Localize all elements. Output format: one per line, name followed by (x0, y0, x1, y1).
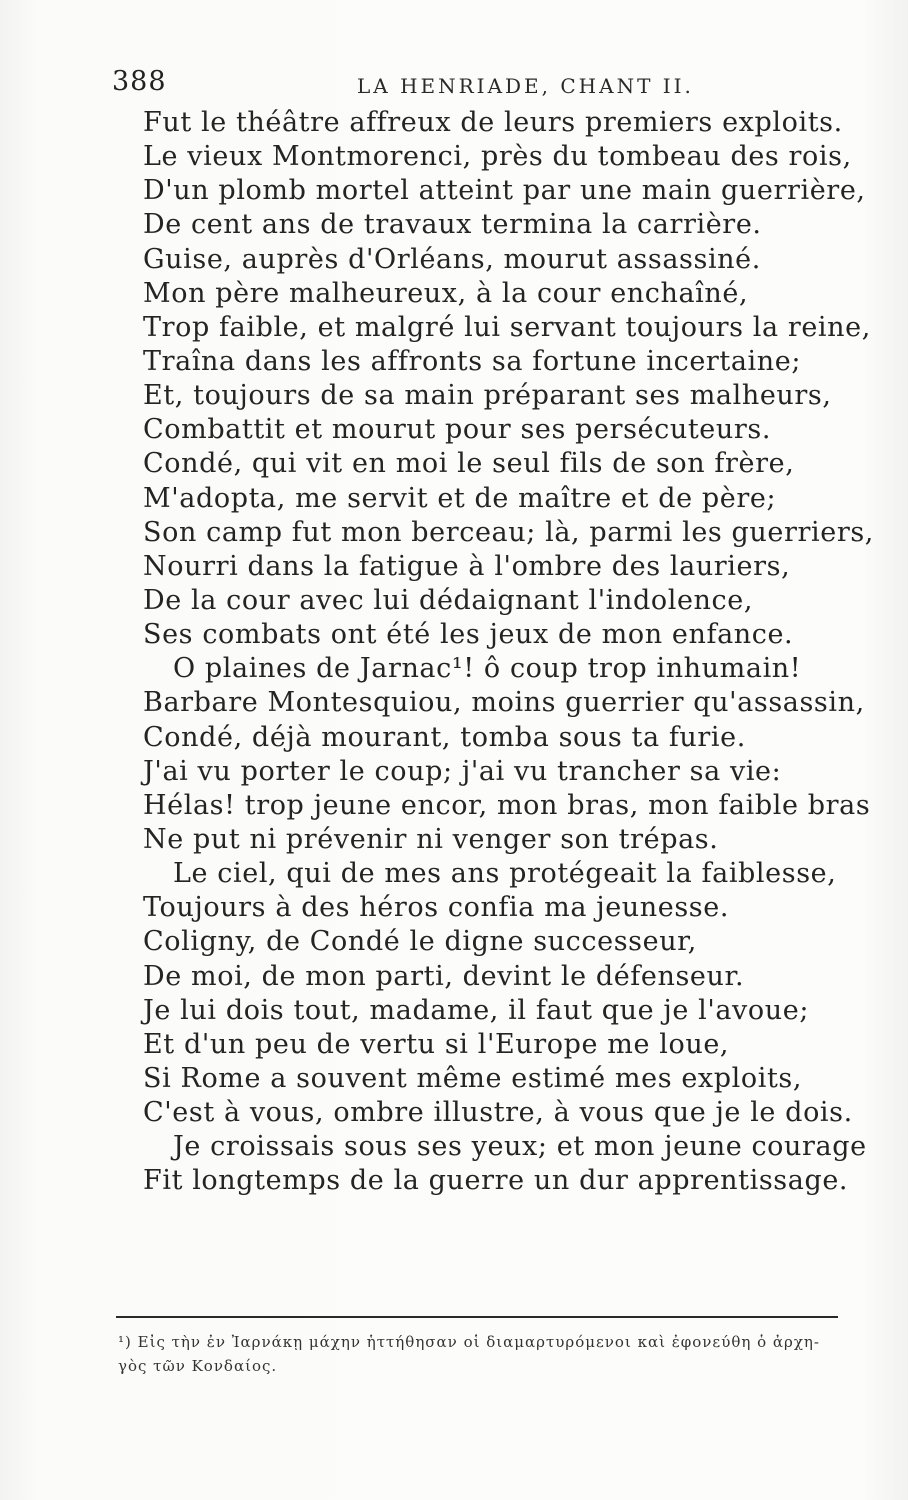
footnote-line: γὸς τῶν Κονδαίος. (118, 1357, 278, 1375)
verse-line: M'adopta, me servit et de maître et de père; (143, 482, 777, 514)
verse-line: Barbare Montesquiou, moins guerrier qu'assassin, (143, 687, 865, 719)
verse-line: Le vieux Montmorenci, près du tombeau des rois, (143, 141, 852, 173)
verse-line: Fit longtemps de la guerre un dur apprentissage. (143, 1165, 849, 1197)
verse-line: De moi, de mon parti, devint le défenseur. (143, 960, 745, 992)
verse-line: Fut le théâtre affreux de leurs premiers exploits. (143, 107, 843, 138)
verse-line: Je lui dois tout, madame, il faut que je l'avoue; (143, 994, 810, 1026)
page-number: 388 (112, 66, 167, 97)
verse-line: Je croissais sous ses yeux; et mon jeune courage (173, 1131, 867, 1163)
verse-line: Mon père malheureux, à la cour enchaîné, (143, 277, 749, 309)
verse-line: Nourri dans la fatigue à l'ombre des lauriers, (143, 550, 791, 582)
verse-line: Combattit et mourut pour ses persécuteurs. (143, 414, 772, 446)
verse-line: De la cour avec lui dédaignant l'indolence, (143, 584, 754, 616)
verse-line: Et d'un peu de vertu si l'Europe me loue, (143, 1028, 730, 1060)
verse-line: Condé, déjà mourant, tomba sous ta furie. (143, 721, 746, 753)
page-header (112, 66, 812, 106)
verse-line: Condé, qui vit en moi le seul fils de son frère, (143, 448, 795, 480)
verse-line: Son camp fut mon berceau; là, parmi les guerriers, (143, 516, 874, 548)
verse-line: Ses combats ont été les jeux de mon enfance. (143, 619, 794, 651)
verse-line: Trop faible, et malgré lui servant toujours la reine, (143, 311, 871, 343)
verse-line: Coligny, de Condé le digne successeur, (143, 926, 697, 958)
verse-line: Et, toujours de sa main préparant ses malheurs, (143, 380, 832, 412)
footnote (118, 1330, 838, 1378)
verse-line: Toujours à des héros confia ma jeunesse. (143, 892, 730, 924)
verse-line: Guise, auprès d'Orléans, mourut assassiné. (143, 243, 761, 275)
verse-line: Hélas! trop jeune encor, mon bras, mon faible bras (143, 789, 871, 821)
verse-line: D'un plomb mortel atteint par une main guerrière, (143, 175, 866, 207)
running-title: LA HENRIADE, CHANT II. (357, 74, 694, 98)
verse-line: Ne put ni prévenir ni venger son trépas. (143, 823, 719, 855)
footnote-divider (116, 1316, 838, 1318)
verse-line: J'ai vu porter le coup; j'ai vu trancher sa vie: (143, 755, 782, 787)
footnote-line: ¹) Εἰς τὴν ἐν Ἰαρνάκῃ μάχην ἡττήθησαν οἱ διαμαρτυρόμενοι καὶ ἐφονεύθη ὁ ἀρχη- (118, 1333, 820, 1351)
verse-line: De cent ans de travaux termina la carrière. (143, 209, 762, 241)
verse-line: Le ciel, qui de mes ans protégeait la faiblesse, (173, 858, 837, 890)
verse-line: Traîna dans les affronts sa fortune incertaine; (143, 345, 802, 377)
verse-line: O plaines de Jarnac¹! ô coup trop inhumain! (173, 653, 802, 685)
verse-line: C'est à vous, ombre illustre, à vous que je le dois. (143, 1097, 853, 1129)
verse-line: Si Rome a souvent même estimé mes exploits, (143, 1062, 803, 1094)
poem-text (143, 106, 874, 1199)
